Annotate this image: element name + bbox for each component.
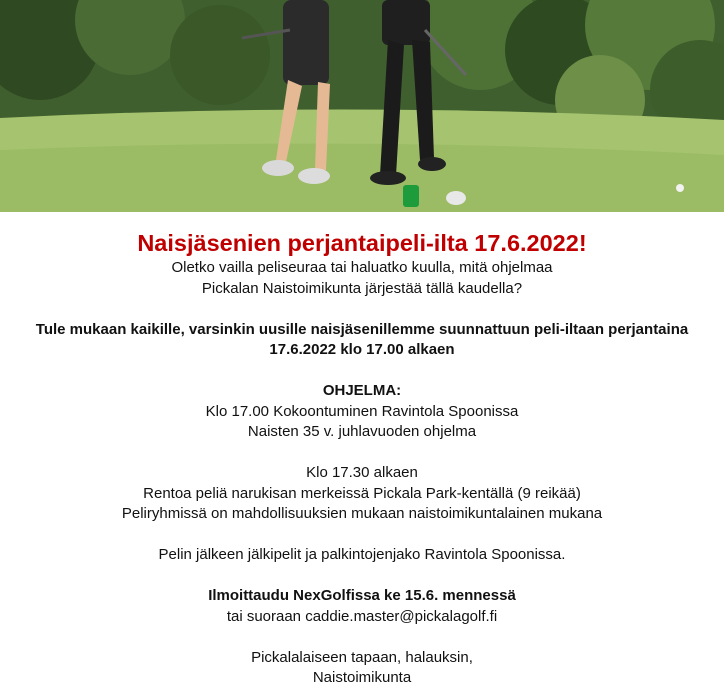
intro-line-2: Pickalan Naistoimikunta järjestää tällä kaudella?	[201, 279, 523, 297]
golf-photo-image	[0, 0, 724, 212]
signup-email[interactable]: tai suoraan caddie.master@pickalagolf.fi	[226, 607, 498, 625]
signup-line: Ilmoittaudu NexGolfissa ke 15.6. mennessä	[208, 587, 516, 604]
program-line: Klo 17.00 Kokoontuminen Ravintola Spoonissa	[205, 402, 519, 420]
program-heading: OHJELMA:	[322, 382, 402, 399]
program-line: Klo 17.30 alkaen	[306, 464, 418, 481]
closing-line-2: Naistoimikunta	[312, 669, 412, 686]
program-line: Rentoa peliä narukisan merkeissä Pickala Park-kentällä (9 reikää)	[143, 484, 581, 502]
closing-line-1: Pickalalaiseen tapaan, halauksin,	[251, 648, 473, 666]
flyer-content	[0, 212, 724, 689]
program-line: Peliryhmissä on mahdollisuuksien mukaan naistoimikuntalainen mukana	[121, 505, 603, 522]
program-line: Naisten 35 v. juhlavuoden ohjelma	[247, 423, 477, 440]
intro-line-1: Oletko vailla peliseuraa tai haluatko kuulla, mitä ohjelmaa	[171, 259, 553, 276]
flyer-title: Naisjäsenien perjantaipeli-ilta 17.6.2022!	[137, 230, 587, 256]
golf-photo	[0, 0, 724, 212]
invite-line-1: Tule mukaan kaikille, varsinkin uusille naisjäsenillemme suunnattuun peli-iltaan perjantaina	[35, 320, 689, 338]
invite-line-2: 17.6.2022 klo 17.00 alkaen	[269, 341, 455, 358]
program-after: Pelin jälkeen jälkipelit ja palkintojenjako Ravintola Spoonissa.	[158, 546, 566, 563]
